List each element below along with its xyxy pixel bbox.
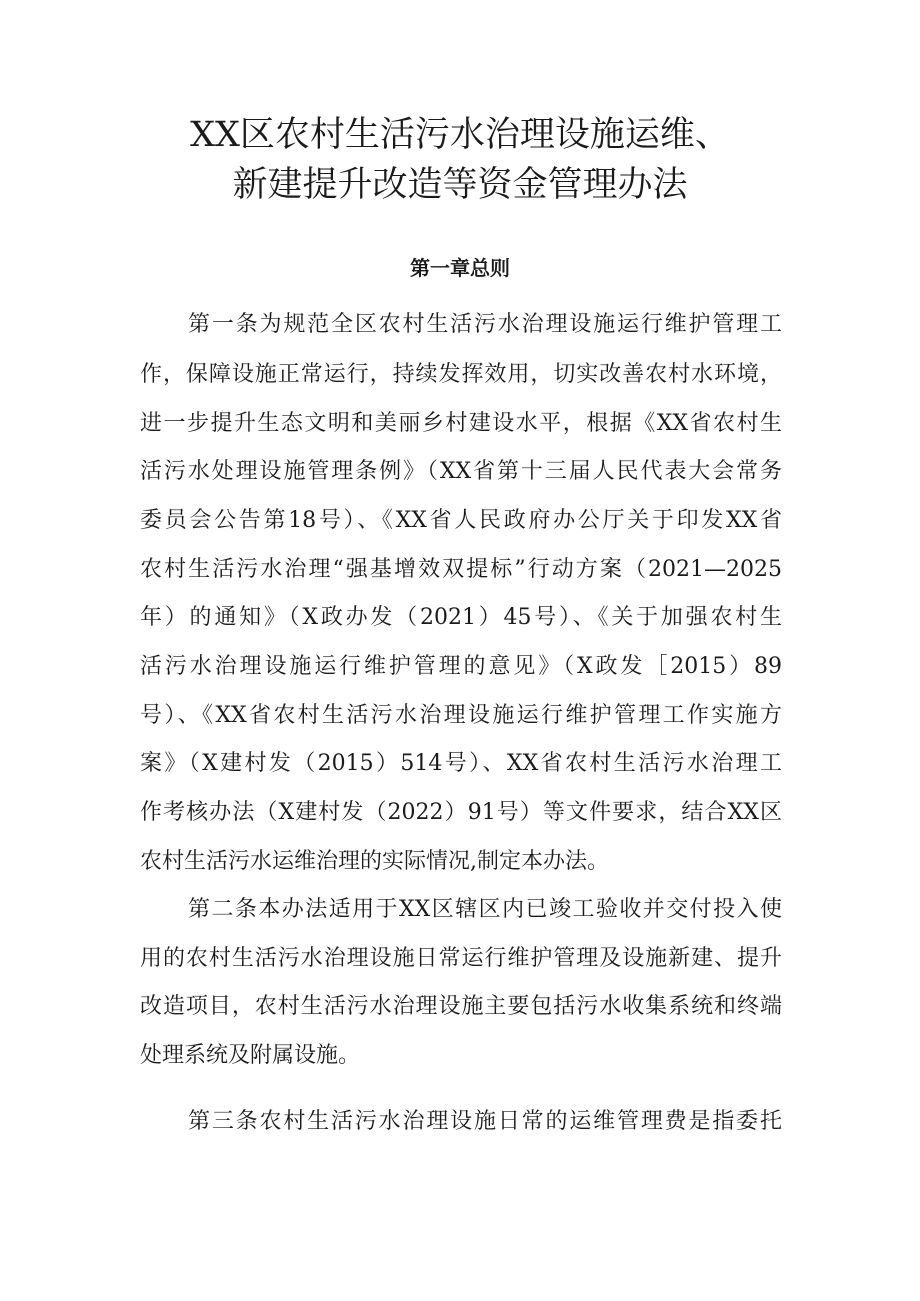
paragraph-line: 处理系统及附属设施。 [140, 1043, 361, 1068]
paragraph-line: 年）的通知》（X政办发（2021）45号）、《关于加强农村生 [140, 605, 782, 630]
paragraph-line: 号）、《XX省农村生活污水治理设施运行维护管理工作实施方 [140, 703, 782, 728]
paragraph-line: 进一步提升生态文明和美丽乡村建设水平，根据《XX省农村生 [140, 411, 782, 436]
paragraph-line: 改造项目，农村生活污水治理设施主要包括污水收集系统和终端 [140, 994, 782, 1019]
paragraph-line: 作考核办法（X建村发（2022）91号）等文件要求，结合XX区 [140, 800, 782, 825]
document-title-line-1: XX区农村生活污水治理设施运维、 [190, 115, 730, 155]
paragraph-line: 用的农村生活污水治理设施日常运行维护管理及设施新建、提升 [140, 946, 782, 971]
paragraph-line: 委员会公告第18号）、《XX省人民政府办公厅关于印发XX省 [140, 508, 782, 533]
paragraph-line: 第一条为规范全区农村生活污水治理设施运行维护管理工 [188, 312, 782, 337]
paragraph-line: 案》（X建村发（2015）514号）、XX省农村生活污水治理工 [140, 751, 782, 776]
paragraph-line: 活污水处理设施管理条例》（XX省第十三届人民代表大会常务 [140, 459, 782, 484]
chapter-heading: 第一章总则 [410, 256, 510, 280]
paragraph-line: 作，保障设施正常运行，持续发挥效用，切实改善农村水环境， [140, 362, 782, 387]
paragraph-line: 第三条农村生活污水治理设施日常的运维管理费是指委托 [188, 1109, 782, 1134]
paragraph-line: 农村生活污水运维治理的实际情况,制定本办法。 [140, 849, 609, 874]
paragraph-line: 农村生活污水治理“强基增效双提标”行动方案（2021—2025 [140, 557, 782, 582]
paragraph-line: 活污水治理设施运行维护管理的意见》（X政发［2015）89 [140, 654, 782, 679]
paragraph-line: 第二条本办法适用于XX区辖区内已竣工验收并交付投入使 [188, 897, 782, 922]
document-title-line-2: 新建提升改造等资金管理办法 [232, 165, 688, 205]
